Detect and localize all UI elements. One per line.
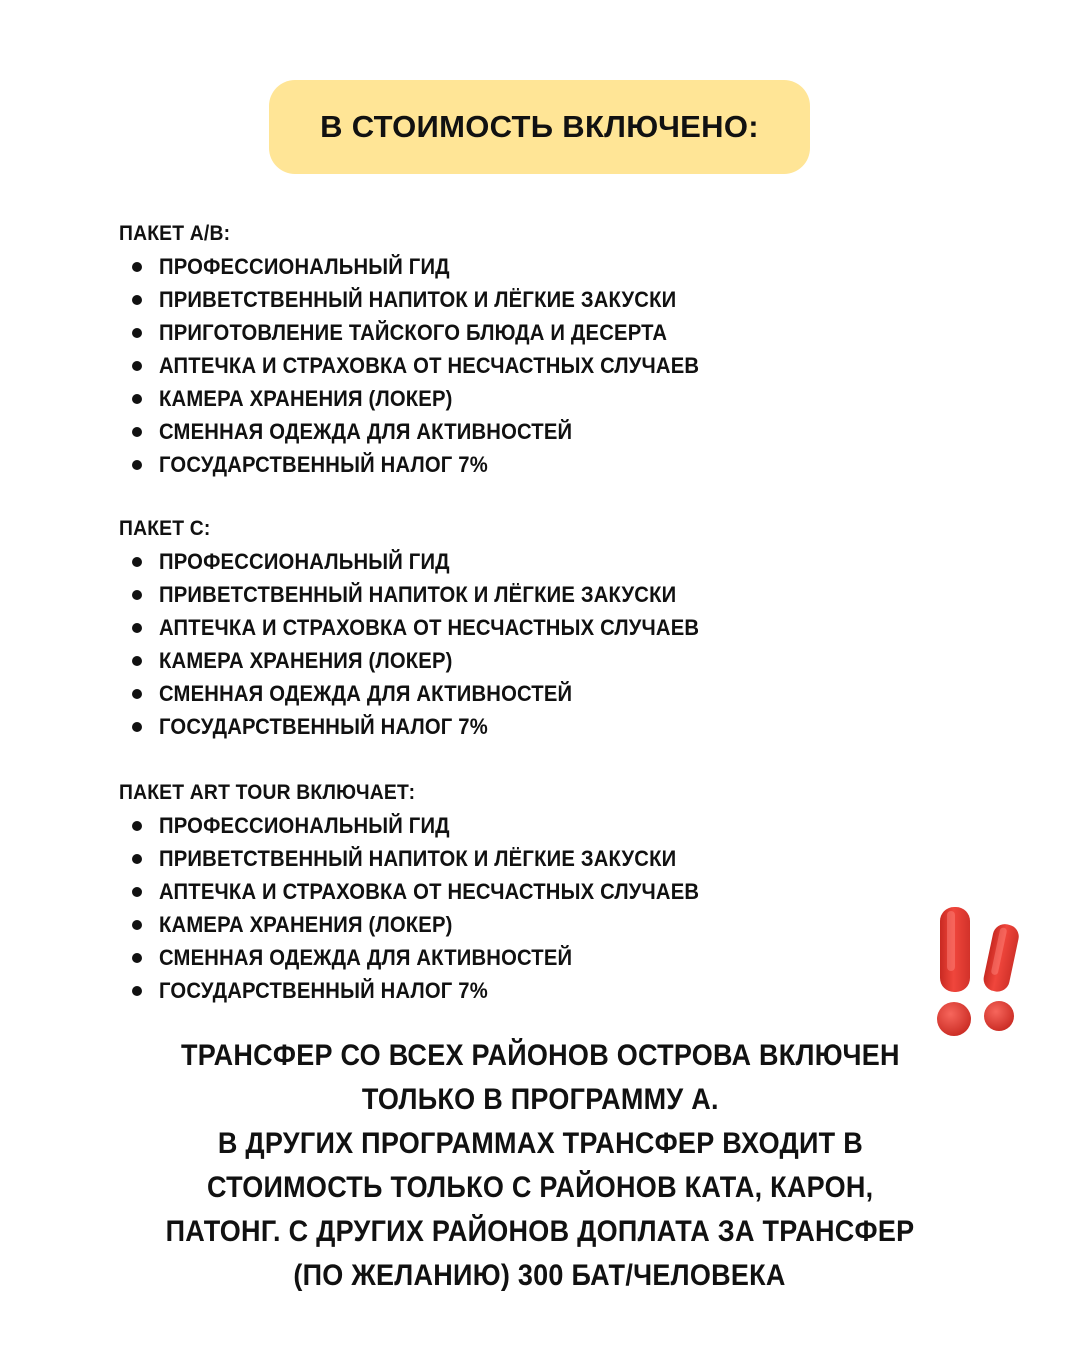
list-item bbox=[119, 941, 879, 974]
bullet-icon bbox=[132, 722, 142, 732]
bullet-icon bbox=[132, 623, 142, 633]
notice-line: В ДРУГИХ ПРОГРАММАХ ТРАНСФЕР ВХОДИТ В bbox=[217, 1127, 863, 1160]
included-list bbox=[119, 809, 879, 1007]
list-item-text: АПТЕЧКА И СТРАХОВКА ОТ НЕСЧАСТНЫХ СЛУЧАЕВ bbox=[159, 879, 700, 904]
list-item-text: ПРИВЕТСТВЕННЫЙ НАПИТОК И ЛЁГКИЕ ЗАКУСКИ bbox=[159, 846, 677, 871]
list-item-text: ПРИВЕТСТВЕННЫЙ НАПИТОК И ЛЁГКИЕ ЗАКУСКИ bbox=[159, 582, 677, 607]
list-item-text: КАМЕРА ХРАНЕНИЯ (ЛОКЕР) bbox=[159, 386, 453, 411]
bullet-icon bbox=[132, 920, 142, 930]
bullet-icon bbox=[132, 590, 142, 600]
list-item-text: ГОСУДАРСТВЕННЫЙ НАЛОГ 7% bbox=[159, 714, 488, 739]
notice-line: (ПО ЖЕЛАНИЮ) 300 БАТ/ЧЕЛОВЕКА bbox=[293, 1259, 787, 1292]
list-item-text: КАМЕРА ХРАНЕНИЯ (ЛОКЕР) bbox=[159, 648, 453, 673]
notice-line: ТОЛЬКО В ПРОГРАММУ А. bbox=[361, 1083, 719, 1116]
list-item-text: ПРОФЕССИОНАЛЬНЫЙ ГИД bbox=[159, 254, 450, 279]
list-item-text: АПТЕЧКА И СТРАХОВКА ОТ НЕСЧАСТНЫХ СЛУЧАЕВ bbox=[159, 353, 700, 378]
notice-line: ПАТОНГ. С ДРУГИХ РАЙОНОВ ДОПЛАТА ЗА ТРАНСФЕР bbox=[165, 1215, 915, 1248]
list-item-text: ГОСУДАРСТВЕННЫЙ НАЛОГ 7% bbox=[159, 452, 488, 477]
list-item-text: ПРИГОТОВЛЕНИЕ ТАЙСКОГО БЛЮДА И ДЕСЕРТА bbox=[159, 320, 668, 345]
list-item bbox=[119, 875, 879, 908]
list-item-text: СМЕННАЯ ОДЕЖДА ДЛЯ АКТИВНОСТЕЙ bbox=[159, 419, 573, 444]
list-item-text: СМЕННАЯ ОДЕЖДА ДЛЯ АКТИВНОСТЕЙ bbox=[159, 681, 573, 706]
package-c-section bbox=[119, 512, 879, 743]
list-item bbox=[119, 974, 879, 1007]
included-list bbox=[119, 250, 879, 481]
bullet-icon bbox=[132, 557, 142, 567]
bullet-icon bbox=[132, 295, 142, 305]
list-item-text: ГОСУДАРСТВЕННЫЙ НАЛОГ 7% bbox=[159, 978, 488, 1003]
list-item bbox=[119, 578, 879, 611]
list-item bbox=[119, 545, 879, 578]
list-item bbox=[119, 349, 879, 382]
list-item-text: КАМЕРА ХРАНЕНИЯ (ЛОКЕР) bbox=[159, 912, 453, 937]
list-item bbox=[119, 415, 879, 448]
bullet-icon bbox=[132, 953, 142, 963]
list-item bbox=[119, 382, 879, 415]
list-item bbox=[119, 448, 879, 481]
bullet-icon bbox=[132, 460, 142, 470]
list-item-text: АПТЕЧКА И СТРАХОВКА ОТ НЕСЧАСТНЫХ СЛУЧАЕВ bbox=[159, 615, 700, 640]
section-heading: ПАКЕТ ART TOUR ВКЛЮЧАЕТ: bbox=[119, 781, 416, 804]
list-item bbox=[119, 316, 879, 349]
bullet-icon bbox=[132, 394, 142, 404]
package-ab-section bbox=[119, 217, 879, 481]
list-item bbox=[119, 908, 879, 941]
list-item bbox=[119, 710, 879, 743]
list-item bbox=[119, 283, 879, 316]
list-item bbox=[119, 611, 879, 644]
bullet-icon bbox=[132, 821, 142, 831]
bullet-icon bbox=[132, 262, 142, 272]
bullet-icon bbox=[132, 361, 142, 371]
section-heading: ПАКЕТ С: bbox=[119, 517, 211, 540]
list-item bbox=[119, 644, 879, 677]
package-art-tour-section bbox=[119, 776, 879, 1007]
notice-line: ТРАНСФЕР СО ВСЕХ РАЙОНОВ ОСТРОВА ВКЛЮЧЕН bbox=[180, 1039, 900, 1072]
bullet-icon bbox=[132, 328, 142, 338]
list-item-text: ПРИВЕТСТВЕННЫЙ НАПИТОК И ЛЁГКИЕ ЗАКУСКИ bbox=[159, 287, 677, 312]
list-item bbox=[119, 677, 879, 710]
double-exclamation-icon bbox=[930, 902, 1040, 1042]
list-item bbox=[119, 842, 879, 875]
list-item-text: ПРОФЕССИОНАЛЬНЫЙ ГИД bbox=[159, 549, 450, 574]
section-heading: ПАКЕТ А/В: bbox=[119, 222, 231, 245]
bullet-icon bbox=[132, 689, 142, 699]
bullet-icon bbox=[132, 656, 142, 666]
included-list bbox=[119, 545, 879, 743]
list-item bbox=[119, 809, 879, 842]
bullet-icon bbox=[132, 854, 142, 864]
bullet-icon bbox=[132, 986, 142, 996]
title-banner bbox=[269, 80, 810, 174]
bullet-icon bbox=[132, 887, 142, 897]
list-item-text: ПРОФЕССИОНАЛЬНЫЙ ГИД bbox=[159, 813, 450, 838]
list-item bbox=[119, 250, 879, 283]
bullet-icon bbox=[132, 427, 142, 437]
transfer-notice bbox=[40, 1034, 1040, 1298]
list-item-text: СМЕННАЯ ОДЕЖДА ДЛЯ АКТИВНОСТЕЙ bbox=[159, 945, 573, 970]
page-title: В СТОИМОСТЬ ВКЛЮЧЕНО: bbox=[320, 109, 759, 144]
notice-line: СТОИМОСТЬ ТОЛЬКО С РАЙОНОВ КАТА, КАРОН, bbox=[206, 1171, 874, 1204]
